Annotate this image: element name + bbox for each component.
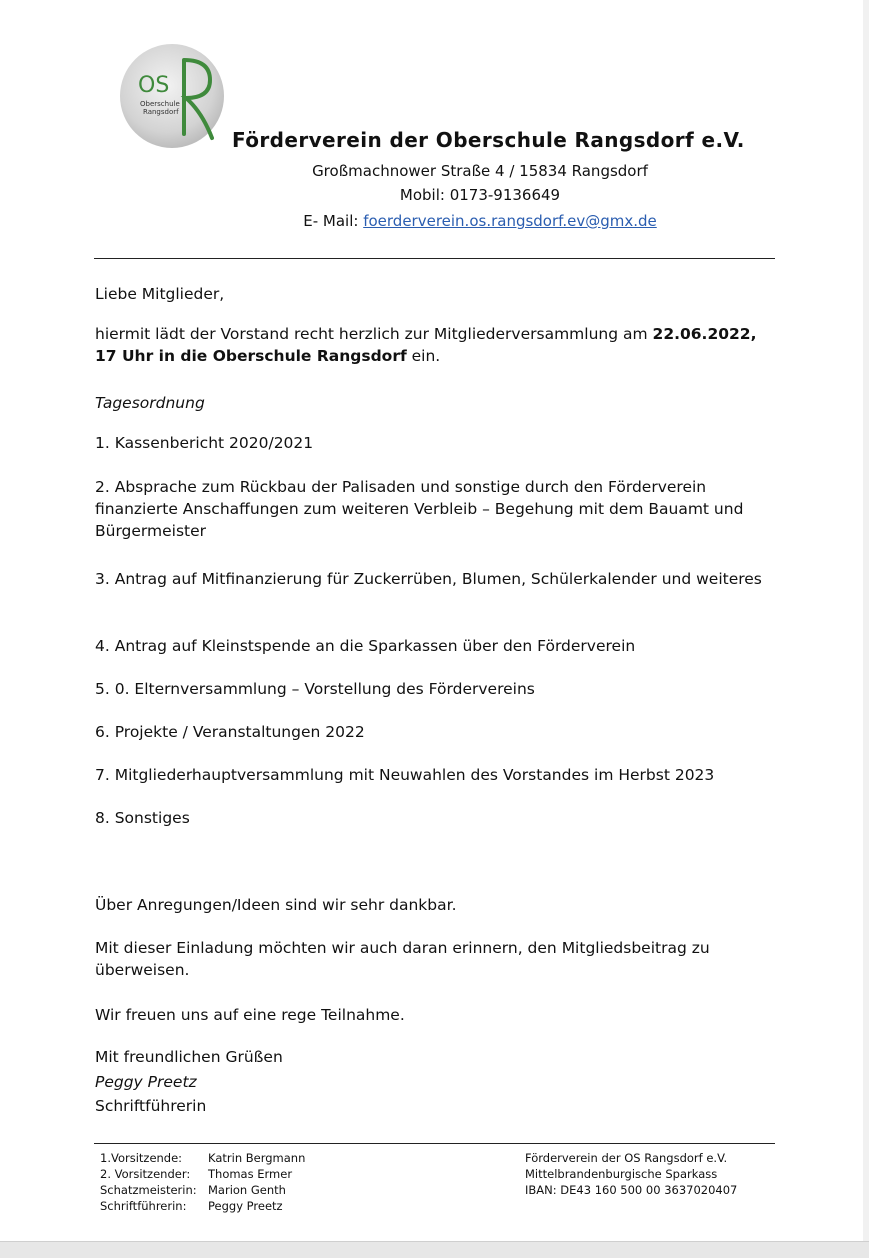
board-role: 1.Vorsitzende: [100,1151,183,1165]
header-divider [94,258,775,259]
board-row [100,1150,305,1166]
page-bottom-edge [0,1241,869,1258]
invitation-paragraph [95,323,775,367]
board-name: Peggy Preetz [208,1199,283,1213]
svg-text:Oberschule: Oberschule [140,100,180,108]
svg-text:OS: OS [138,73,170,98]
agenda-item: 8. Sonstiges [95,809,190,827]
svg-text:Rangsdorf: Rangsdorf [143,108,179,116]
fee-reminder: Mit dieser Einladung möchten wir auch daran erinnern, den Mitgliedsbeitrag zu überweisen. [95,939,710,979]
closing-wish: Wir freuen uns auf eine rege Teilnahme. [95,1006,405,1024]
board-role: Schriftführerin: [100,1199,187,1213]
salutation: Liebe Mitglieder, [95,285,225,303]
org-address: Großmachnower Straße 4 / 15834 Rangsdorf [312,162,648,180]
email-label: E- Mail: [303,212,359,230]
agenda-item: 6. Projekte / Veranstaltungen 2022 [95,723,365,741]
footer-divider [94,1143,775,1144]
meeting-date-place: 22.06.2022, 17 Uhr in die Oberschule Rangsdorf [95,325,757,365]
signer-role: Schriftführerin [95,1097,207,1115]
signer-name: Peggy Preetz [95,1073,197,1091]
school-logo [118,42,226,150]
board-name: Katrin Bergmann [208,1151,306,1165]
bank-iban: IBAN: DE43 160 500 00 3637020407 [525,1183,738,1197]
greeting: Mit freundlichen Grüßen [95,1048,283,1066]
org-mobile: Mobil: 0173-9136649 [399,186,561,204]
agenda-item: 3. Antrag auf Mitfinanzierung für Zuckerrüben, Blumen, Schülerkalender und weiteres [95,570,762,588]
board-name: Marion Genth [208,1183,286,1197]
board-role: Schatzmeisterin: [100,1183,197,1197]
org-name: Förderverein der Oberschule Rangsdorf e.V. [232,128,745,152]
agenda-item: 2. Absprache zum Rückbau der Palisaden und sonstige durch den Förderverein finanzierte Anschaffungen zum weiteren Verbleib – Begehung mit dem Bauamt und Bürgermeister [95,478,744,540]
board-row [100,1182,305,1198]
invitation-text: hiermit lädt der Vorstand recht herzlich zur Mitgliederversammlung am [95,325,648,343]
agenda-item: 1. Kassenbericht 2020/2021 [95,434,314,452]
agenda-item: 4. Antrag auf Kleinstspende an die Sparkassen über den Förderverein [95,637,636,655]
email-link[interactable]: foerderverein.os.rangsdorf.ev@gmx.de [363,212,657,230]
ideas-note: Über Anregungen/Ideen sind wir sehr dankbar. [95,896,457,914]
board-row [100,1166,305,1182]
agenda-item: 7. Mitgliederhauptversammlung mit Neuwahlen des Vorstandes im Herbst 2023 [95,766,715,784]
agenda-heading: Tagesordnung [95,394,205,412]
board-members [100,1150,305,1214]
board-role: 2. Vorsitzender: [100,1167,191,1181]
invitation-end: ein. [406,347,441,365]
board-row [100,1198,305,1214]
board-name: Thomas Ermer [208,1167,293,1181]
org-email-line [0,212,869,230]
agenda-item: 5. 0. Elternversammlung – Vorstellung des Fördervereins [95,680,535,698]
bank-name: Mittelbrandenburgische Sparkass [525,1167,718,1181]
bank-account-holder: Förderverein der OS Rangsdorf e.V. [525,1151,728,1165]
bank-details [525,1150,737,1198]
